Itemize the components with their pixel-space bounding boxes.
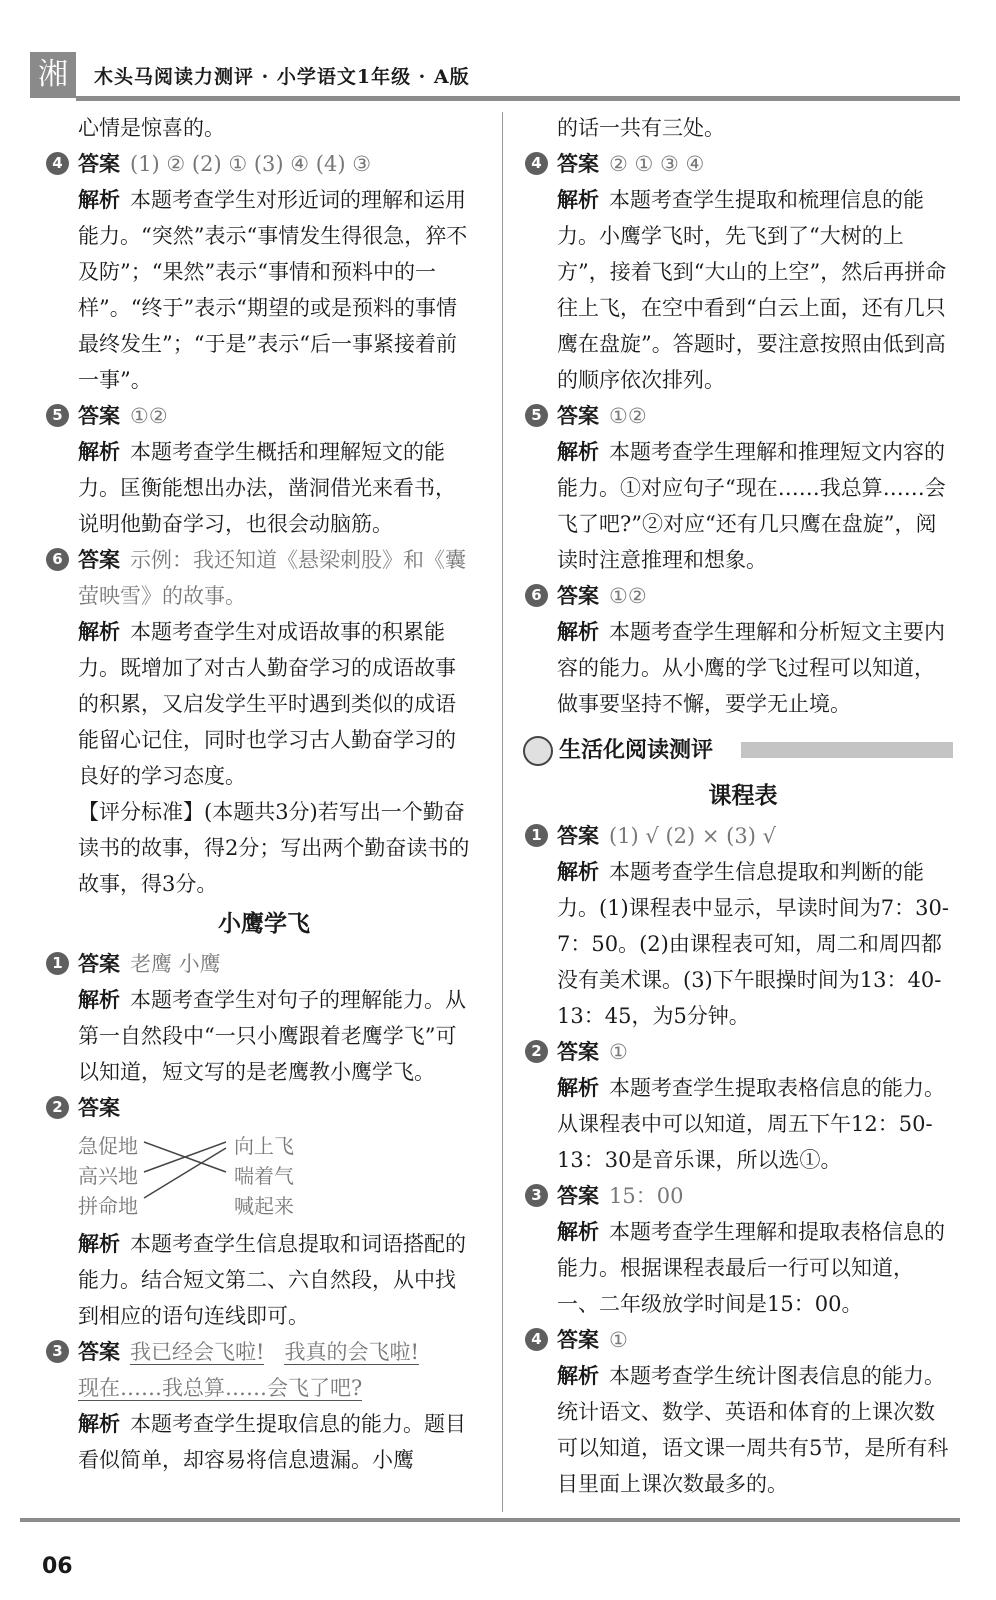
answer-label: 答案 [78,1340,120,1364]
answer-label: 答案 [557,1328,599,1352]
explanation [533,182,953,398]
question-number: 4 [525,152,548,175]
match-right-word: 喘着气 [234,1164,294,1188]
explanation-label: 解析 [557,1364,599,1388]
page-header [30,52,960,98]
answer-block [533,1034,953,1070]
answer-block [533,818,953,854]
explanation-label: 解析 [557,188,599,212]
answer-label: 答案 [557,1040,599,1064]
question-number: 5 [46,404,69,427]
book-title: 木头马阅读力测评 · 小学语文1年级 · A版 [94,66,470,88]
continuation-text: 心情是惊喜的。 [78,116,225,140]
explanation-text: 本题考查学生统计图表信息的能力。统计语文、数学、英语和体育的上课次数可以知道，语文课一周共有5节，是所有科目里面上课次数最多的。 [557,1364,949,1496]
left-column [54,110,474,1478]
banner-title: 生活化阅读测评 [559,738,714,763]
explanation [533,614,953,722]
word-matching-diagram [78,1128,474,1224]
question-number: 2 [46,1096,69,1119]
explanation-text: 本题考查学生信息提取和判断的能力。(1)课程表中显示，早读时间为7：30-7：50。(2)由课程表可知，周二和周四都没有美术课。(3)下午眼操时间为13：40-13：45，为5分钟。 [557,860,949,1028]
column-divider [502,112,503,1512]
answer-block [533,398,953,434]
answer-text: 我已经会飞啦! [130,1340,265,1364]
logo: 湘 [30,52,76,98]
answer-label: 答案 [78,548,120,572]
explanation-text: 本题考查学生提取信息的能力。题目看似简单，却容易将信息遗漏。小鹰 [78,1412,466,1472]
right-column [533,110,953,1502]
explanation-text: 本题考查学生理解和推理短文内容的能力。①对应句子“现在……我总算……会飞了吧?”②对应“还有几只鹰在盘旋”，阅读时注意推理和想象。 [557,440,946,572]
question-number: 4 [46,152,69,175]
explanation [533,854,953,1034]
question-number: 3 [46,1340,69,1363]
section-banner [533,730,953,774]
banner-bar [741,742,953,758]
explanation-label: 解析 [78,620,120,644]
explanation [54,614,474,794]
answer-text: ①② [609,584,647,608]
match-right-word: 向上飞 [234,1134,294,1158]
explanation-label: 解析 [78,440,120,464]
explanation-label: 解析 [78,188,120,212]
explanation [533,434,953,578]
explanation-text: 本题考查学生提取和梳理信息的能力。小鹰学飞时，先飞到了“大树的上方”，接着飞到“大山的上空”，然后再拼命往上飞，在空中看到“白云上面，还有几只鹰在盘旋”。答题时，要注意按照由低到高的顺序依次排列。 [557,188,947,392]
answer-text: ①② [130,404,168,428]
answer-text: 示例：我还知道《悬梁刺股》和《囊萤映雪》的故事。 [78,548,466,608]
answer-block [533,578,953,614]
match-right-word: 喊起来 [234,1194,294,1218]
explanation [54,1406,474,1478]
explanation [54,182,474,398]
question-number: 3 [525,1184,548,1207]
match-left-word: 拼命地 [78,1194,138,1218]
answer-text: 15：00 [609,1184,684,1208]
explanation-label: 解析 [557,860,599,884]
answer-block [533,1322,953,1358]
explanation-text: 本题考查学生对句子的理解能力。从第一自然段中“一只小鹰跟着老鹰学飞”可以知道，短文写的是老鹰教小鹰学飞。 [78,988,466,1084]
answer-block [54,1090,474,1126]
match-lines [140,1128,230,1218]
section-title: 小鹰学飞 [218,910,310,937]
question-number: 1 [46,952,69,975]
explanation-text: 本题考查学生对形近词的理解和运用能力。“突然”表示“事情发生得很急，猝不及防”；“果然”表示“事情和预料中的一样”。“终于”表示“期望的或是预料的事情最终发生”；“于是”表示“后一事紧接着前一事”。 [78,188,468,392]
reader-icon [523,736,553,766]
explanation [533,1070,953,1178]
answer-block [54,398,474,434]
explanation [54,982,474,1090]
question-number: 2 [525,1040,548,1063]
question-number: 4 [525,1328,548,1351]
answer-text: (1) ② (2) ① (3) ④ (4) ③ [130,152,372,176]
answer-text: ①② [609,404,647,428]
answer-label: 答案 [78,404,120,428]
footer-rule [20,1518,960,1522]
answer-text: (1) √ (2) × (3) √ [609,824,776,848]
answer-label: 答案 [557,152,599,176]
explanation-text: 本题考查学生理解和提取表格信息的能力。根据课程表最后一行可以知道，一、二年级放学时间是15：00。 [557,1220,945,1316]
explanation-text: 本题考查学生对成语故事的积累能力。既增加了对古人勤奋学习的成语故事的积累，又启发学生平时遇到类似的成语能留心记住，同时也学习古人勤奋学习的良好的学习态度。 [78,620,456,788]
answer-label: 答案 [557,1184,599,1208]
answer-block [54,946,474,982]
answer-text: ① [609,1328,628,1352]
answer-text: 老鹰 小鹰 [130,952,221,976]
match-left-word: 高兴地 [78,1164,138,1188]
explanation [54,434,474,542]
answer-label: 答案 [78,1096,120,1120]
explanation-text: 本题考查学生信息提取和词语搭配的能力。结合短文第二、六自然段，从中找到相应的语句连线即可。 [78,1232,466,1328]
section-title: 课程表 [708,782,778,809]
explanation [54,1226,474,1334]
answer-block [54,146,474,182]
answer-text: ① [609,1040,628,1064]
explanation [533,1214,953,1322]
answer-text: ② ① ③ ④ [609,152,705,176]
explanation-text: 本题考查学生提取表格信息的能力。从课程表中可以知道，周五下午12：50-13：30是音乐课，所以选①。 [557,1076,945,1172]
question-number: 6 [525,584,548,607]
explanation-label: 解析 [78,1232,120,1256]
answer-continuation [54,1370,474,1406]
explanation-label: 解析 [557,1220,599,1244]
answer-label: 答案 [78,952,120,976]
scoring-standard: 【评分标准】(本题共3分)若写出一个勤奋读书的故事，得2分；写出两个勤奋读书的故事，得3分。 [78,800,470,896]
answer-text: 现在……我总算……会飞了吧? [78,1376,363,1400]
explanation-label: 解析 [557,440,599,464]
answer-block [54,542,474,614]
page-number: 06 [42,1554,73,1579]
answer-block [533,146,953,182]
explanation-text: 本题考查学生理解和分析短文主要内容的能力。从小鹰的学飞过程可以知道，做事要坚持不懈，要学无止境。 [557,620,945,716]
answer-label: 答案 [78,152,120,176]
answer-label: 答案 [557,404,599,428]
explanation-label: 解析 [78,988,120,1012]
question-number: 6 [46,548,69,571]
match-left-word: 急促地 [78,1134,138,1158]
question-number: 5 [525,404,548,427]
explanation-text: 本题考查学生概括和理解短文的能力。匡衡能想出办法，凿洞借光来看书，说明他勤奋学习，也很会动脑筋。 [78,440,456,536]
page-footer [20,1510,980,1600]
answer-label: 答案 [557,584,599,608]
explanation-label: 解析 [78,1412,120,1436]
explanation-label: 解析 [557,1076,599,1100]
question-number: 1 [525,824,548,847]
answer-block [533,1178,953,1214]
explanation [533,1358,953,1502]
explanation-label: 解析 [557,620,599,644]
answer-label: 答案 [557,824,599,848]
header-rule [76,96,960,101]
answer-block [54,1334,474,1370]
continuation-text: 的话一共有三处。 [557,116,725,140]
answer-text: 我真的会飞啦! [284,1340,419,1364]
